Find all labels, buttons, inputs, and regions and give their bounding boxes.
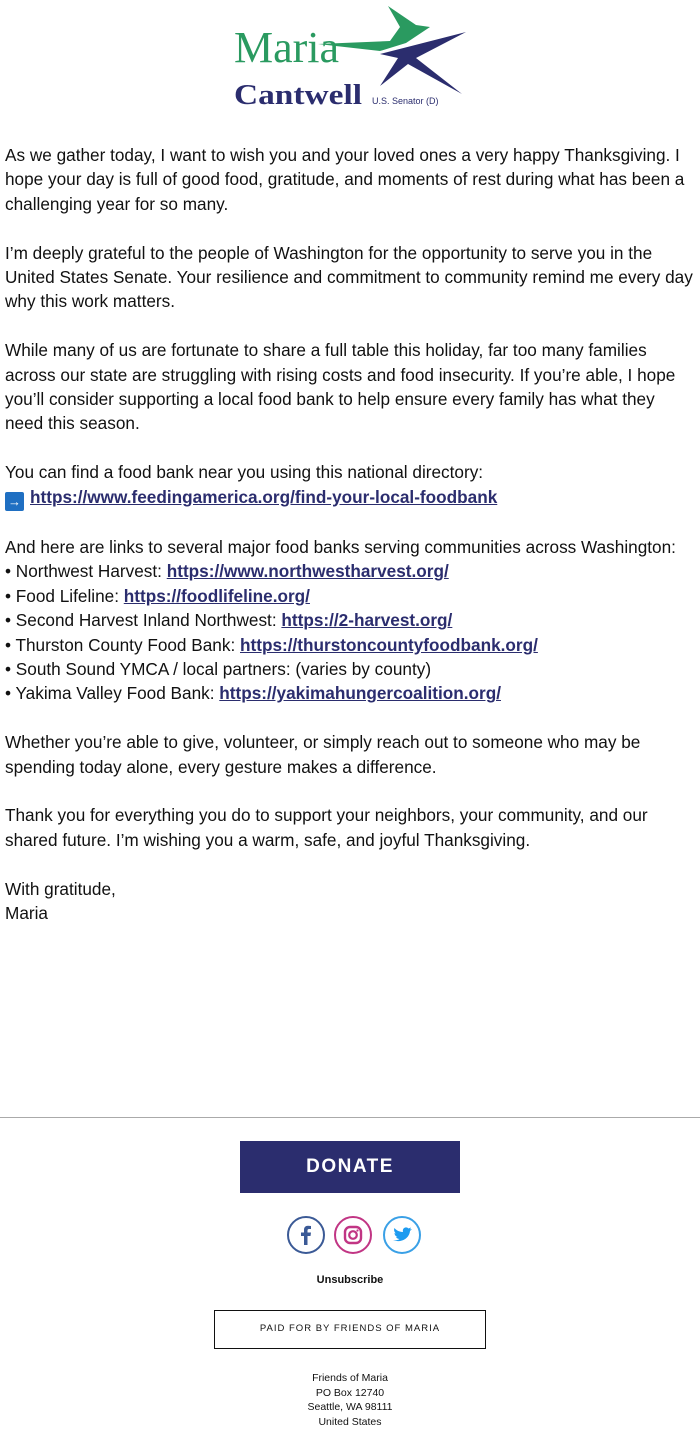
facebook-button[interactable] bbox=[287, 1216, 325, 1254]
logo-first-name: Maria bbox=[234, 23, 340, 72]
logo-title: U.S. Senator (D) bbox=[372, 96, 439, 106]
food-bank-list: And here are links to several major food banks serving communities across Washington: • Northwest Harvest: https://www.northwestharvest.org/ • Food Lifeline: https://foodlifeline.org/ • Second Harvest Inland Northwest: https://2-harvest.org/ • Thurston County Food Bank: https://thurstoncountyfoodbank.org/ • South Sound YMCA / local partners: (varies by county) • Yakima Valley Food Bank: https://yakimahungercoalition.org/ bbox=[5, 537, 676, 704]
twitter-button[interactable] bbox=[383, 1216, 421, 1254]
donate-button[interactable]: DONATE bbox=[240, 1141, 460, 1193]
footer-divider bbox=[0, 1117, 700, 1118]
paragraph-gratitude: I’m deeply grateful to the people of Washington for the opportunity to serve you in the United States Senate. Your resilience and commitment to community remind me every day why this work matters. bbox=[5, 242, 693, 312]
logo-last-name: Cantwell bbox=[234, 80, 363, 111]
list-item: • Second Harvest Inland Northwest: https://2-harvest.org/ bbox=[5, 610, 453, 631]
facebook-icon bbox=[289, 1218, 323, 1252]
paragraph-greeting: As we gather today, I want to wish you and your loved ones a very happy Thanksgiving. I hope your day is full of good food, gratitude, and moments of rest during what has been a challenging year for so many. bbox=[5, 145, 685, 214]
instagram-icon bbox=[336, 1218, 370, 1252]
instagram-button[interactable] bbox=[334, 1216, 372, 1254]
list-item: • Northwest Harvest: https://www.northwestharvest.org/ bbox=[5, 561, 449, 582]
paragraph-thanks: Thank you for everything you do to support your neighbors, your community, and our shared future. I’m wishing you a warm, safe, and joyful Thanksgiving. bbox=[5, 805, 648, 850]
paid-for-disclaimer: PAID FOR BY FRIENDS OF MARIA bbox=[214, 1310, 486, 1349]
list-item: • Yakima Valley Food Bank: https://yakimahungercoalition.org/ bbox=[5, 683, 501, 704]
food-bank-link[interactable]: https://thurstoncountyfoodbank.org/ bbox=[240, 634, 538, 655]
food-bank-link[interactable]: https://2-harvest.org/ bbox=[281, 610, 453, 631]
email-body bbox=[5, 143, 697, 950]
paragraph-directory: You can find a food bank near you using this national directory: → https://www.feedingamerica.org/find-your-local-foodbank bbox=[5, 462, 498, 509]
food-bank-link[interactable]: https://foodlifeline.org/ bbox=[123, 585, 310, 606]
list-item: • South Sound YMCA / local partners: (varies by county) bbox=[5, 659, 432, 680]
paragraph-food-insecurity: While many of us are fortunate to share a full table this holiday, far too many families across our state are struggling with rising costs and food insecurity. If you’re able, I hope you’ll consider supporting a local food bank to help ensure every family has what they need this season. bbox=[5, 340, 676, 434]
twitter-icon bbox=[385, 1218, 419, 1252]
paragraph-give: Whether you’re able to give, volunteer, or simply reach out to someone who may be spending today alone, every gesture makes a difference. bbox=[5, 732, 641, 777]
food-bank-link[interactable]: https://www.northwestharvest.org/ bbox=[166, 561, 449, 582]
maria-cantwell-logo bbox=[230, 4, 470, 114]
signature: Maria bbox=[5, 903, 48, 924]
arrow-right-icon: → bbox=[5, 492, 24, 511]
list-item: • Food Lifeline: https://foodlifeline.org/ bbox=[5, 585, 310, 606]
food-bank-link[interactable]: https://yakimahungercoalition.org/ bbox=[219, 683, 501, 704]
unsubscribe-link[interactable]: Unsubscribe bbox=[316, 1274, 384, 1286]
list-item: • Thurston County Food Bank: https://thurstoncountyfoodbank.org/ bbox=[5, 634, 538, 655]
mailing-address: Friends of Maria PO Box 12740 Seattle, WA 98111 United States bbox=[307, 1372, 393, 1428]
sign-off: With gratitude, Maria bbox=[5, 878, 116, 924]
directory-link[interactable]: https://www.feedingamerica.org/find-your-local-foodbank bbox=[30, 486, 498, 507]
